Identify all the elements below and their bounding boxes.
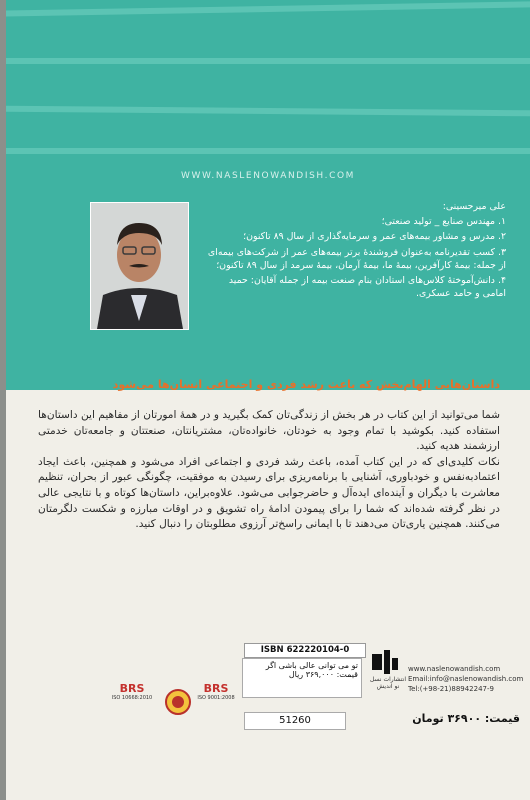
publisher-website: www.naslenowandish.com <box>408 665 501 673</box>
brs-logo: BRS <box>119 682 145 695</box>
decor-stripe <box>6 1 530 17</box>
bio-item: ۲. مدرس و مشاور بیمه‌های عمر و سرمایه‌گذاری از سال ۸۹ تاکنون؛ <box>243 231 506 243</box>
book-price: قیمت: ۳۶۹۰۰ تومان <box>412 712 520 725</box>
isbn: ISBN 622220104-0 <box>244 643 366 658</box>
author-photo <box>90 202 189 330</box>
publisher-logo-icon <box>370 650 400 674</box>
sticker-title: تو می توانی عالی باشی اگر <box>265 661 358 670</box>
iso-text: ISO 9001:2008 <box>197 695 235 701</box>
price-sticker <box>242 658 362 698</box>
sticker-price: قیمت: ۳۶۹,۰۰۰ ریال <box>288 670 358 679</box>
publisher-name: انتشارات نسل نو اندیش <box>370 676 407 690</box>
decor-stripe <box>6 148 530 154</box>
brs-badge <box>194 682 238 701</box>
brs-badge <box>110 682 154 701</box>
publisher-block <box>370 650 524 693</box>
iso-text: ISO 10668:2010 <box>111 695 153 701</box>
blurb-text <box>38 408 500 533</box>
bio-item: ۱. مهندس صنایع _ تولید صنعتی؛ <box>381 216 506 228</box>
blurb-paragraph: شما می‌توانید از این کتاب در هر بخش از زندگی‌تان کمک بگیرید و در همهٔ امورتان از مفاهیم این داستان‌ها استفاده کنید. بکوشید با تمام وجود به خودتان، خانواده‌تان، مشتریانتان، صنعتتان و جامعه‌تان خدمتی ارزشمند هدیه کنید. <box>38 409 500 453</box>
inventory-code: 51260 <box>244 712 346 730</box>
book-back-cover <box>6 0 530 800</box>
publisher-phone: Tel:(+98-21)88942247-9 <box>408 685 494 693</box>
tagline-heading: داستان‌هایی الهام‌بخش که باعث رشد فردی و اجتماعی انسان‌ها می‌شود <box>112 378 500 391</box>
brs-logo: BRS <box>203 682 229 695</box>
blurb-paragraph: نکات کلیدی‌ای که در این کتاب آمده، باعث رشد فردی و اجتماعی افراد می‌شود و همچنین، باعث ایجاد اعتمادبه‌نفس و خودباوری، آشنایی با برنامه‌ریزی برای رسیدن به موفقیت، چگونگی عبور از بحران، تنظیم معاشرت با دیگران و آینده‌ای ایده‌آل و حاضرجوابی می‌شود. علاوه‌براین، داستان‌ها کوتاه و با نتایجی عالی در نظر گرفته شده‌اند که شما را برای پیمودن ادامهٔ راه تشویق و در اوقات مبارزه و شکست دلگرمتان می‌کنند. همچنین یاری‌تان می‌دهند تا با ایمانی راسخ‌تر آرزوی مطلوبتان را دنبال کنید. <box>38 455 500 531</box>
decor-stripe <box>6 58 530 64</box>
bio-item: ۳. کسب تقدیرنامه به‌عنوان فروشندهٔ برتر بیمه‌های عمر از شرکت‌های بیمه‌ای از جمله: بیمهٔ کارآفرین، بیمهٔ ما، بیمهٔ آرمان، بیمهٔ سرمد از سال ۸۹ تاکنون؛ <box>207 246 506 271</box>
teal-header-panel <box>6 0 530 390</box>
author-bio <box>206 200 506 302</box>
publisher-email: Email:info@naslenowandish.com <box>408 675 524 683</box>
decor-stripe <box>6 106 530 117</box>
website-url: WWW.NASLENOWANDISH.COM <box>180 171 356 181</box>
bio-item: ۴. دانش‌آموختهٔ کلاس‌های استادان بنام صنعت بیمه از جمله آقایان: حمید امامی و حامد عسکری. <box>228 275 506 300</box>
author-name: علی میرحسینی: <box>442 201 506 212</box>
